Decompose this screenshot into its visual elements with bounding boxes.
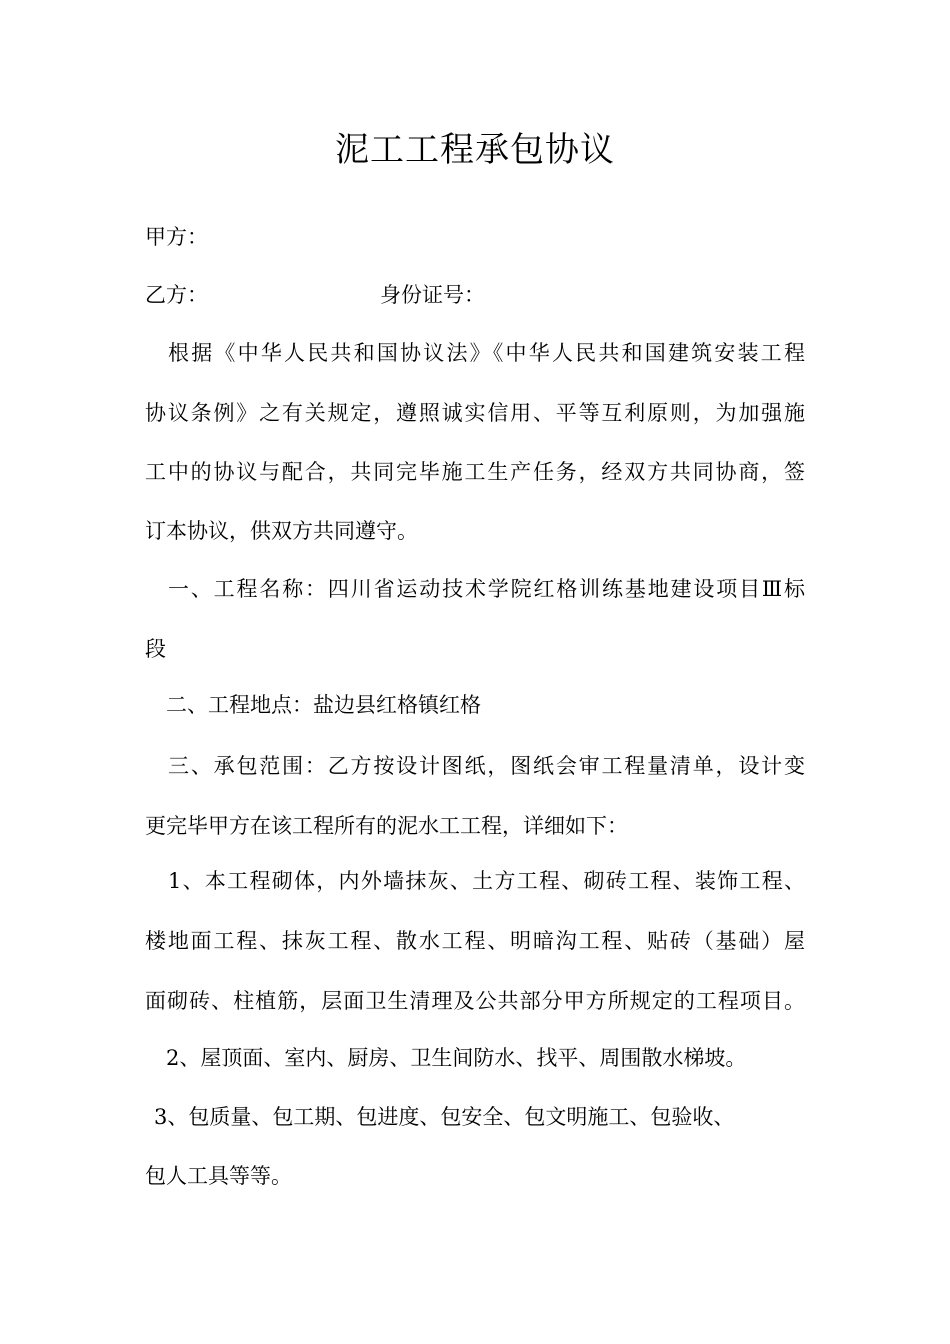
party-a-line [145, 222, 208, 252]
paragraph-line: 订本协议，供双方共同遵守。 [145, 519, 418, 543]
paragraph-line: 协议条例》之有关规定，遵照诚实信用、平等互利原则，为加强施 [145, 401, 805, 425]
scope-item-1-cont: 面砌砖、柱植筋，层面卫生清理及公共部分甲方所规定的工程项目。 [145, 989, 805, 1013]
scope-item-3-cont: 包人工具等等。 [145, 1164, 292, 1188]
project-name-line-cont: 段 [145, 637, 166, 661]
scope-item-1: 1、本工程砌体，内外墙抹灰、土方工程、砌砖工程、装饰工程、 [168, 869, 805, 893]
scope-item-1-cont: 楼地面工程、抹灰工程、散水工程、明暗沟工程、贴砖（基础）屋 [145, 929, 805, 953]
id-number-label: 身份证号： [380, 283, 485, 307]
project-name-line: 一、工程名称：四川省运动技术学院红格训练基地建设项目Ⅲ标 [168, 577, 805, 601]
paragraph-line: 工中的协议与配合，共同完毕施工生产任务，经双方共同协商，签 [145, 460, 805, 484]
scope-line-cont: 更完毕甲方在该工程所有的泥水工工程，详细如下： [145, 814, 628, 838]
party-b-line [145, 280, 805, 310]
party-b-label: 乙方： [145, 283, 208, 307]
document-title: 泥工工程承包协议 [335, 130, 615, 170]
scope-item-2: 2、屋顶面、室内、厨房、卫生间防水、找平、周围散水梯坡。 [166, 1046, 747, 1070]
party-a-label: 甲方： [145, 225, 208, 249]
paragraph-line: 根据《中华人民共和国协议法》《中华人民共和国建筑安装工程 [168, 341, 805, 365]
scope-line: 三、承包范围：乙方按设计图纸，图纸会审工程量清单，设计变 [168, 754, 805, 778]
scope-item-3: 3、包质量、包工期、包进度、包安全、包文明施工、包验收、 [154, 1105, 735, 1129]
project-location-line: 二、工程地点：盐边县红格镇红格 [166, 693, 481, 717]
